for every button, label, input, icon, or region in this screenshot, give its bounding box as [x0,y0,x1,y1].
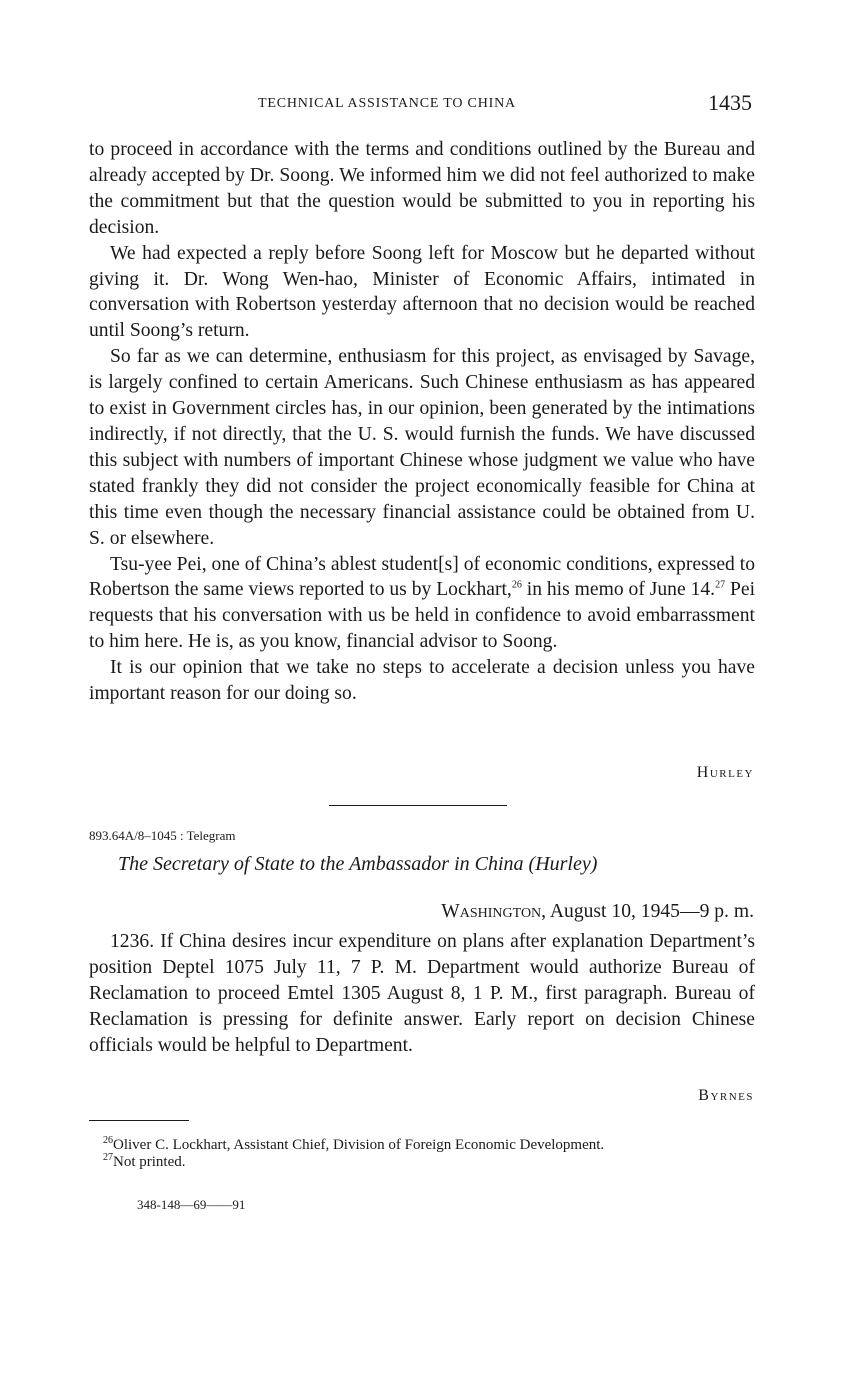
telegram-message: 1236. If China desires incur expenditure on plans after explanation Department’s position Deptel 1075 July 11, 7 P. M. Department would authorize Bureau of Reclamation to proceed Emtel 1305 August 8, 1 P. M., first paragraph. Bureau of Reclamation is pressing for definite answer. Early report on decision Chinese officials would be helpful to Department. [89,931,755,1056]
paragraph-2: We had expected a reply before Soong left for Moscow but he departed without giving it. Dr. Wong Wen-hao, Minister of Economic Affairs, intimated in conversation with Robertson yesterday afternoon that no decision would be reached until Soong’s return. [89,242,755,342]
footnote-number: 27 [103,1152,113,1163]
dateline-date: , August 10, 1945—9 p. m. [541,901,754,922]
footnote-ref-26: 26 [511,579,522,591]
paragraph-4-text-a: Tsu-yee Pei, one of China’s ablest student[s] of economic conditions, expressed to Robertson the same views reported to us by Lockhart, [89,553,755,601]
document-reference: 893.64A/8–1045 : Telegram [89,828,236,843]
letter-body [89,137,755,707]
print-code: 348-148—69——91 [137,1197,246,1212]
footnotes [89,1137,753,1171]
footnote-ref-27: 27 [715,579,726,591]
footnote-text: Not printed. [113,1154,186,1170]
signature-byrnes: Byrnes [698,1087,754,1104]
running-title: TECHNICAL ASSISTANCE TO CHINA [258,96,516,111]
document-title: The Secretary of State to the Ambassador in China (Hurley) [118,853,598,875]
paragraph-4-text-c: Pei requests that his conversation with us be held in confidence to avoid embarrassment to him here. He is, as you know, financial advisor to Soong. [89,579,756,653]
footnote-text: Oliver C. Lockhart, Assistant Chief, Division of Foreign Economic Development. [113,1137,605,1153]
footnote-26 [89,1137,753,1154]
dateline-place: Washington [441,901,542,922]
telegram-body [89,929,755,1059]
signature-hurley: Hurley [696,764,754,781]
footnote-rule [89,1120,189,1121]
section-divider [329,805,507,806]
dateline [441,901,754,923]
footnote-number: 26 [103,1135,113,1146]
paragraph-4 [89,552,755,656]
footnote-27 [89,1154,753,1171]
paragraph-1: to proceed in accordance with the terms and conditions outlined by the Bureau and already accepted by Dr. Soong. We informed him we did not feel authorized to make the commitment but that the question would be submitted to you in reporting his decision. [89,139,755,238]
paragraph-4-text-b: in his memo of June 14. [521,579,716,601]
paragraph-3: So far as we can determine, enthusiasm for this project, as envisaged by Savage, is largely confined to certain Americans. Such Chinese enthusiasm as has appeared to exist in Government circles has, in our opinion, been generated by the intimations indirectly, if not directly, that the U. S. would furnish the funds. We have discussed this subject with numbers of important Chinese whose judgment we value who have stated frankly they did not consider the project economically feasible for China at this time even though the necessary financial assistance could be obtained from U. S. or elsewhere. [89,346,755,549]
paragraph-5: It is our opinion that we take no steps to accelerate a decision unless you have important reason for our doing so. [89,657,755,705]
page-number: 1435 [708,90,752,115]
